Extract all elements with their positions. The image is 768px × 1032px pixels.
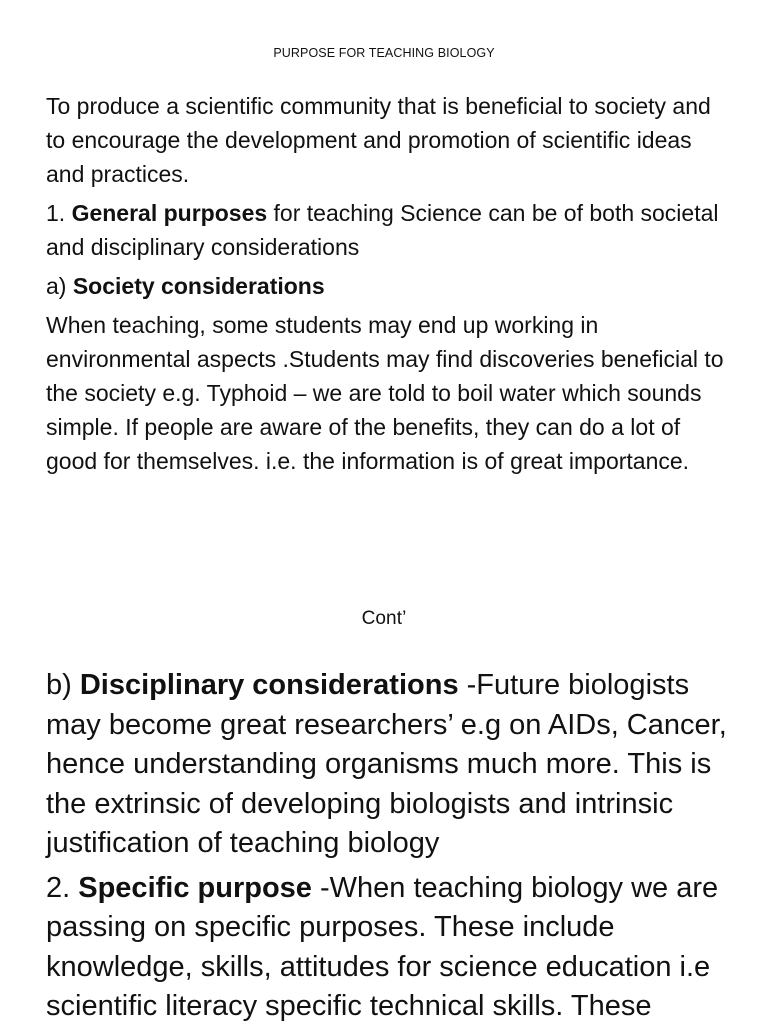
slide-body bbox=[46, 666, 736, 1032]
slide-title: PURPOSE FOR TEACHING BIOLOGY bbox=[273, 46, 495, 60]
slide-body bbox=[46, 89, 736, 483]
general-purposes-heading: General purposes bbox=[71, 200, 268, 226]
point-letter: b) bbox=[46, 669, 80, 701]
disciplinary-considerations-heading: Disciplinary considerations bbox=[79, 669, 459, 701]
society-considerations-paragraph: When teaching, some students may end up working in environmental aspects .Students may find discoveries beneficial to the society e.g. Typhoid – we are told to boil water which sounds simple. If people are aware of the benefits, they can do a lot of good for themselves. i.e. the information is of great importance. bbox=[46, 312, 724, 474]
society-considerations-heading: Society considerations bbox=[72, 273, 325, 299]
society-considerations-heading-paragraph bbox=[46, 269, 736, 303]
slide-title: Cont’ bbox=[361, 608, 407, 629]
disciplinary-considerations-text: -Future biologists may become great researchers’ e.g on AIDs, Cancer, hence understanding organisms much more. This is the extrinsic of developing biologists and intrinsic justification of teaching biology bbox=[46, 669, 727, 859]
intro-paragraph: To produce a scientific community that is beneficial to society and to encourage the development and promotion of scientific ideas and practices. bbox=[46, 93, 711, 187]
specific-purpose-paragraph bbox=[46, 869, 736, 1027]
point-number: 2. bbox=[46, 871, 79, 904]
disciplinary-considerations-paragraph bbox=[46, 666, 736, 864]
specific-purpose-text: -When teaching biology we are passing on specific purposes. These include knowledge, skills, attitudes for science education i.e scientific literacy specific technical skills. These bbox=[46, 871, 719, 1022]
point-number: 1. bbox=[46, 200, 72, 226]
slide-cont bbox=[0, 590, 768, 1024]
specific-purpose-heading: Specific purpose bbox=[78, 871, 312, 904]
point-letter: a) bbox=[46, 273, 73, 299]
general-purposes-text: for teaching Science can be of both societal and disciplinary considerations bbox=[46, 200, 719, 260]
general-purposes-paragraph bbox=[46, 196, 736, 264]
